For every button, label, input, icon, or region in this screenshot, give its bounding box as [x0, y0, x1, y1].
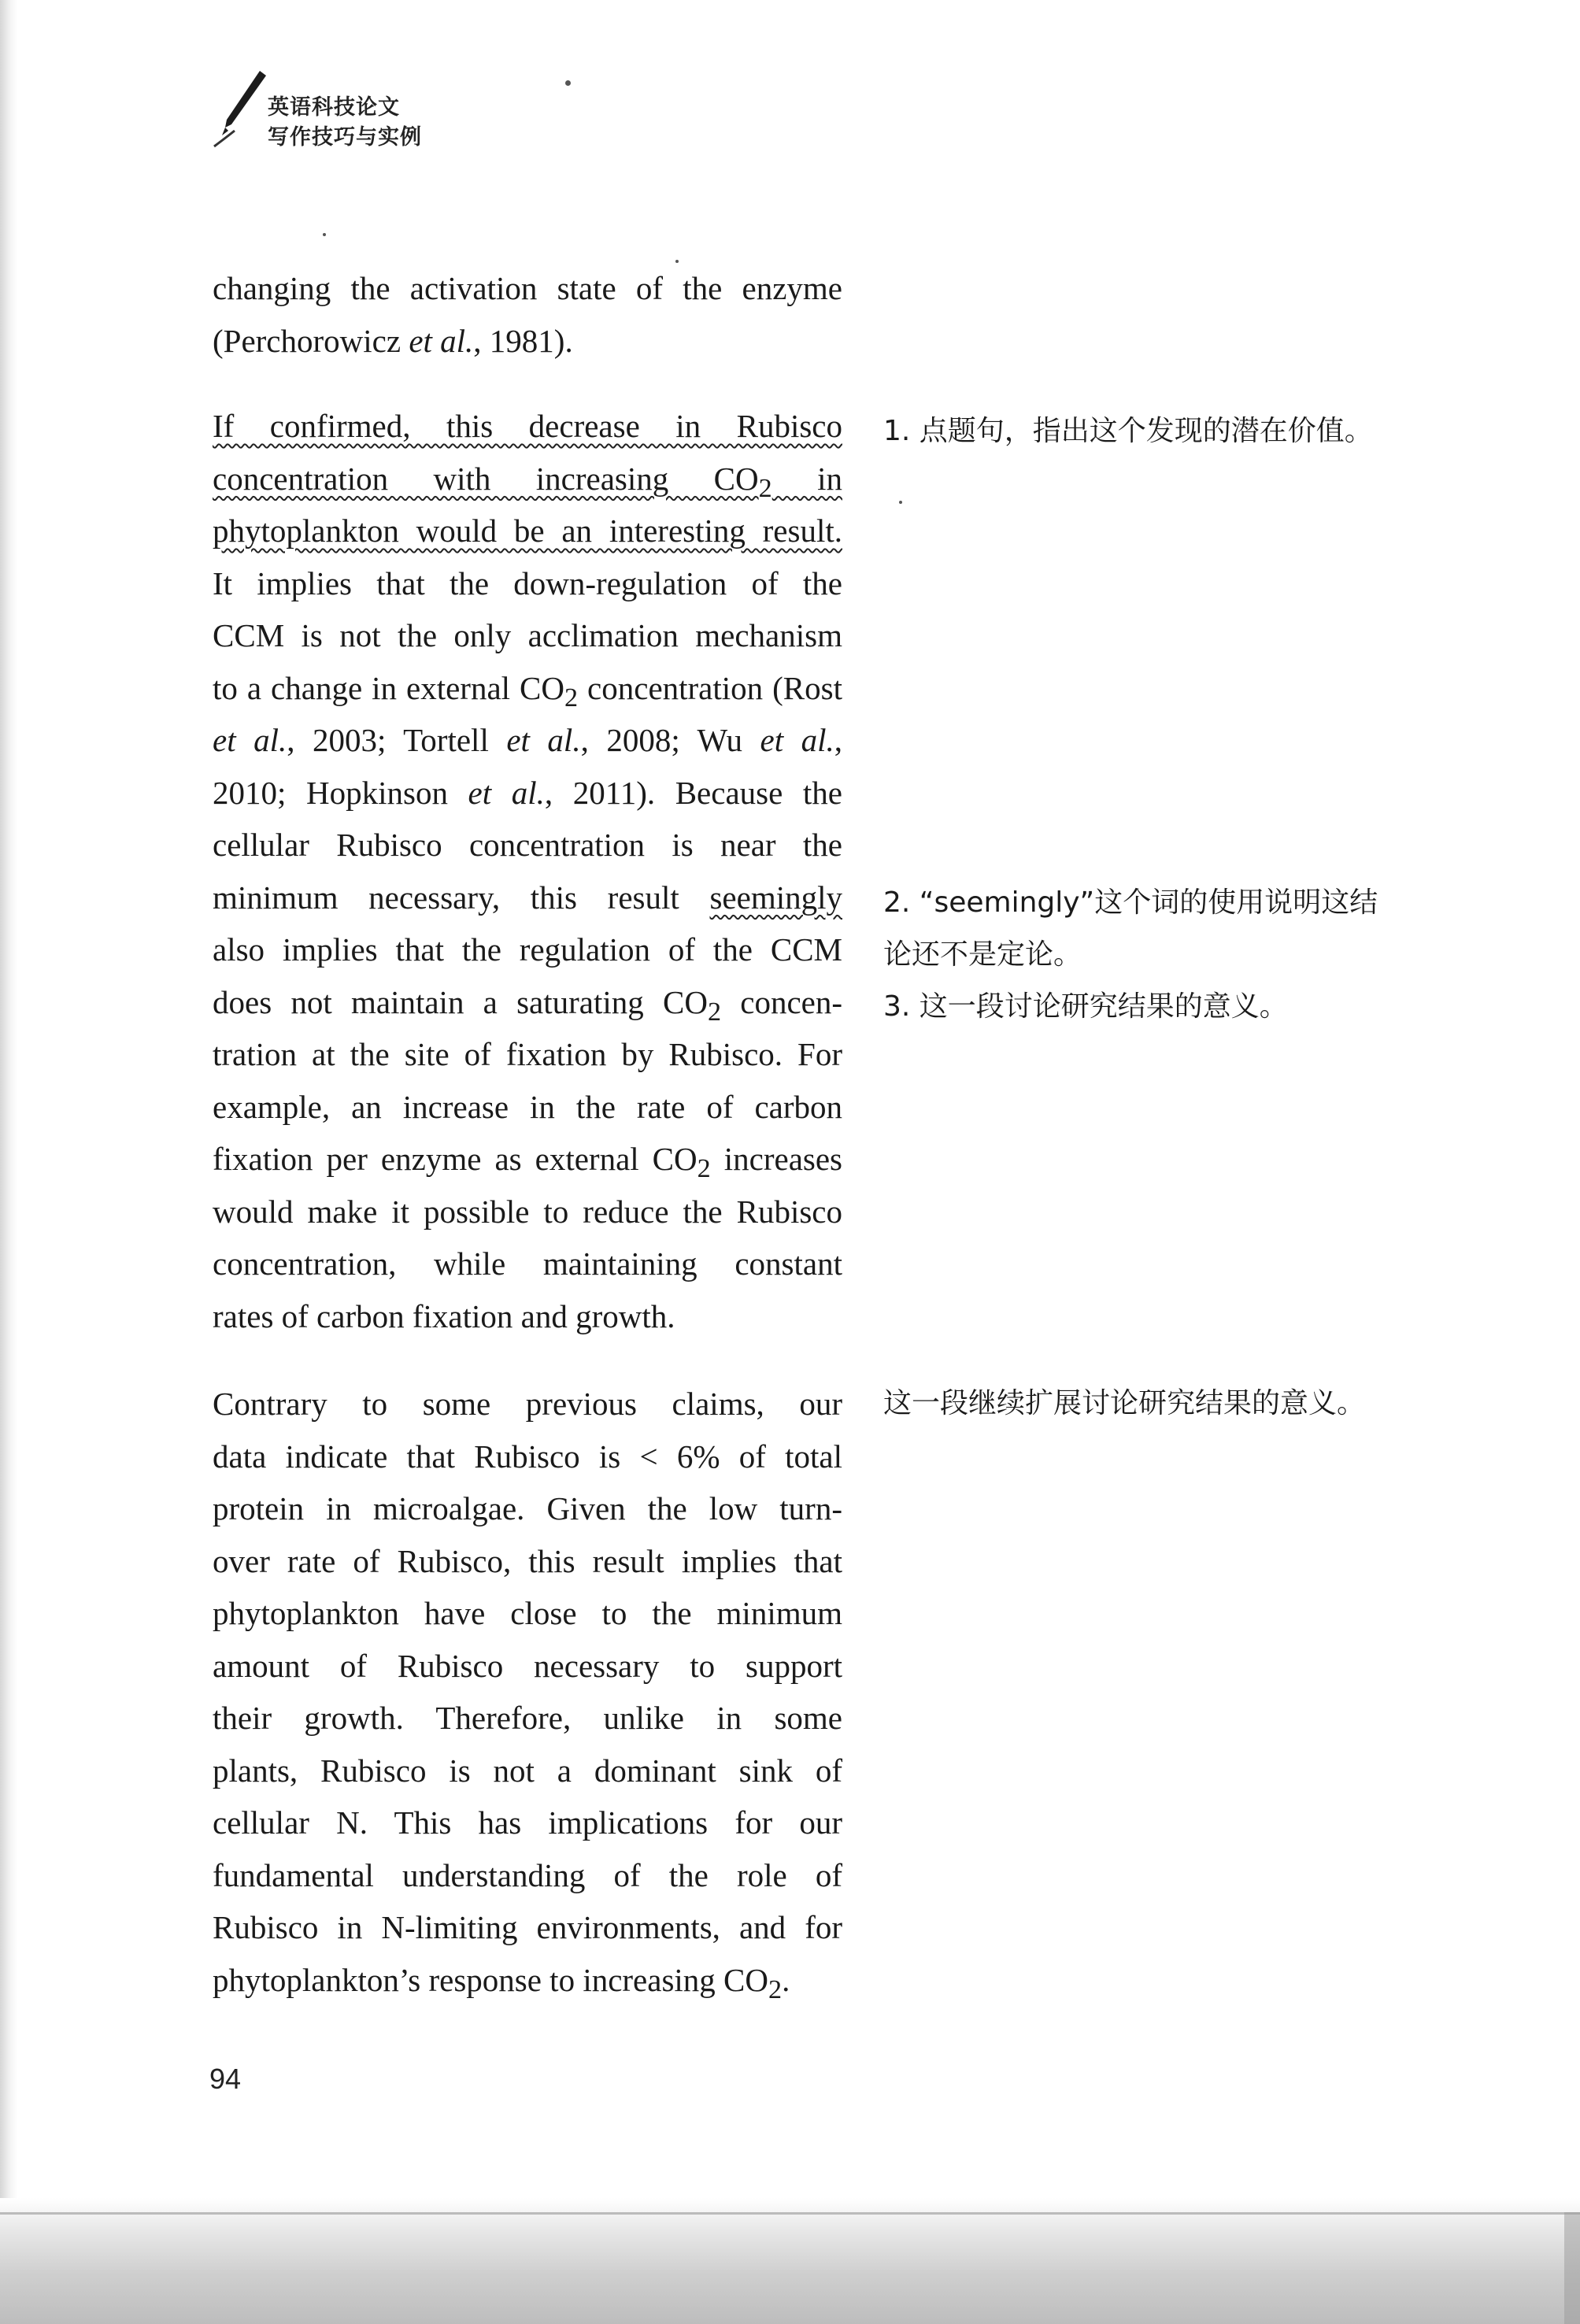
text-line: cellular Rubisco concentration is near the: [213, 827, 842, 863]
paragraph-continuation: [213, 262, 842, 367]
page-edge-shadow: [0, 0, 17, 2324]
topic-sentence-line: phytoplankton would be an interesting result.: [213, 513, 842, 549]
book-header: [211, 68, 447, 154]
text-line: CCM is not the only acclimation mechanism: [213, 617, 842, 653]
margin-note-1: 1. 点题句，指出这个发现的潜在价值。: [883, 415, 1373, 447]
topic-sentence-line: concentration with increasing $CO_2$ in: [213, 460, 842, 503]
text-line: example, an increase in the rate of carbon: [213, 1088, 842, 1125]
page-fold-shadow: [0, 2198, 1580, 2324]
pen-icon: [211, 68, 274, 151]
text-line: would make it possible to reduce the Rubisco: [213, 1193, 842, 1230]
text-line: phytoplankton’s response to increasing $CO_2$.: [213, 1961, 790, 2004]
text-line: phytoplankton have close to the minimum: [213, 1595, 842, 1631]
text-line: plants, Rubisco is not a dominant sink of: [213, 1752, 842, 1789]
text-line: Rubisco in N-limiting environments, and for: [213, 1909, 842, 1945]
text-line: to a change in external $CO_2$ concentration (Rost: [213, 669, 842, 712]
text-line: does not maintain a saturating $CO_2$ concen-: [213, 983, 842, 1027]
text-line: also implies that the regulation of the CCM: [213, 931, 842, 968]
page-corner-shadow: [1564, 2212, 1580, 2324]
text-line: minimum necessary, this result seemingly: [213, 879, 842, 916]
text-line: rates of carbon fixation and growth.: [213, 1297, 675, 1334]
text-line: (Perchorowicz et al., 1981).: [213, 322, 573, 359]
text-line: concentration, while maintaining constant: [213, 1245, 842, 1282]
paragraph-discussion-2: [213, 1378, 842, 2006]
topic-sentence-line: If confirmed, this decrease in Rubisco: [213, 408, 842, 444]
paragraph-discussion-1: [213, 400, 842, 1342]
book-title-line2: 写作技巧与实例: [268, 125, 422, 150]
text-line: et al., 2003; Tortell et al., 2008; Wu et al.,: [213, 722, 843, 758]
text-line: protein in microalgae. Given the low turn-: [213, 1490, 842, 1527]
text-line: 2010; Hopkinson et al., 2011). Because the: [213, 774, 842, 811]
scan-speck: [323, 233, 326, 236]
page-fold-line: [0, 2212, 1580, 2215]
text-line: fundamental understanding of the role of: [213, 1856, 842, 1893]
text-line: data indicate that Rubisco is < 6% of total: [213, 1438, 842, 1475]
text-line: Contrary to some previous claims, our: [213, 1386, 842, 1422]
margin-note-3: 3. 这一段讨论研究结果的意义。: [883, 990, 1288, 1023]
text-line: tration at the site of fixation by Rubisco. For: [213, 1036, 842, 1072]
margin-note-4: 这一段继续扩展讨论研究结果的意义。: [883, 1387, 1366, 1419]
scan-speck: [675, 260, 679, 263]
text-line: cellular N. This has implications for our: [213, 1804, 842, 1841]
seemingly-underlined: seemingly: [709, 879, 842, 916]
text-line: It implies that the down-regulation of the: [213, 564, 842, 601]
margin-note-2-line2: 论还不是定论。: [883, 938, 1082, 971]
page-number: 94: [209, 2063, 242, 2095]
text-line: over rate of Rubisco, this result implies that: [213, 1542, 842, 1579]
text-line: changing the activation state of the enzyme: [213, 270, 842, 306]
scan-speck: [565, 80, 571, 86]
text-line: their growth. Therefore, unlike in some: [213, 1700, 842, 1736]
text-line: fixation per enzyme as external $CO_2$ increases: [213, 1141, 843, 1184]
scan-speck: [899, 501, 902, 504]
margin-note-2-line1: 2. “seemingly”这个词的使用说明这结: [883, 886, 1378, 919]
book-title-line1: 英语科技论文: [268, 95, 400, 120]
text-line: amount of Rubisco necessary to support: [213, 1647, 842, 1684]
